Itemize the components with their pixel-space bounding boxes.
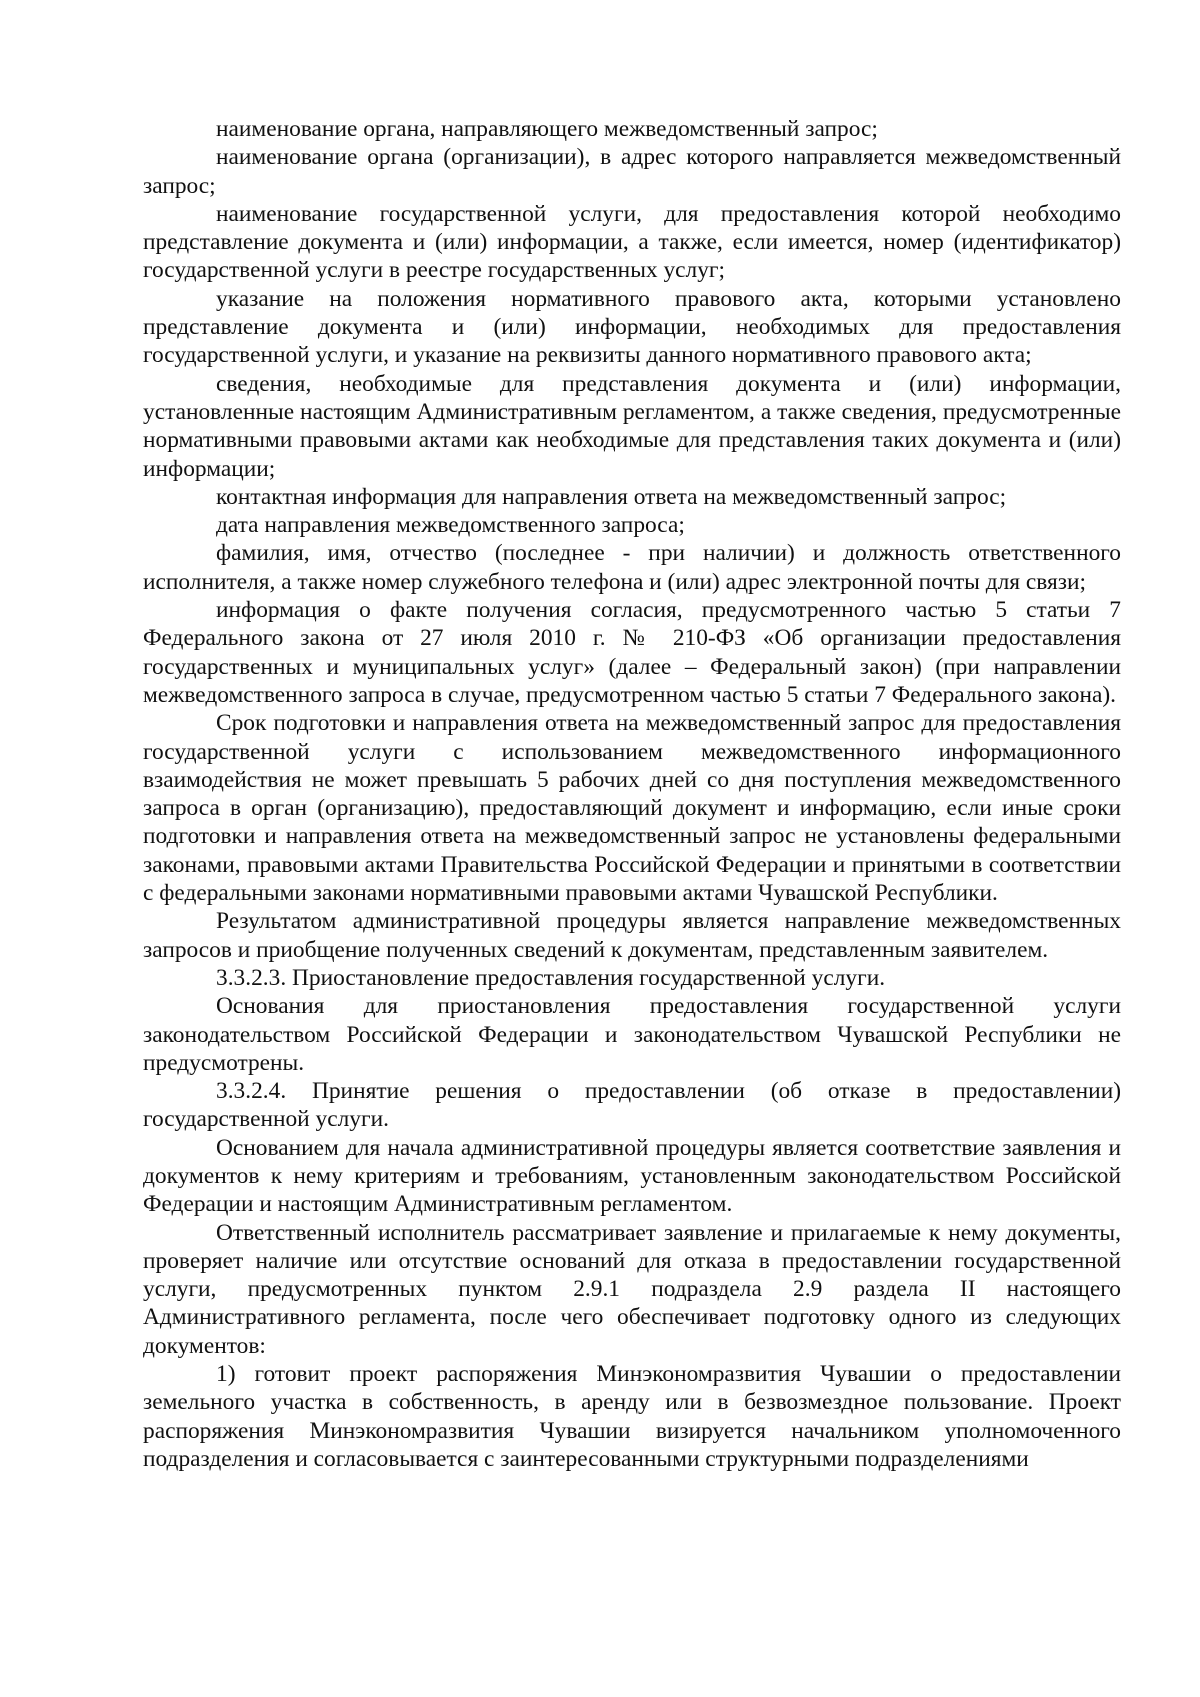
paragraph-request-date: дата направления межведомственного запроса;	[216, 512, 685, 539]
paragraph-executor: фамилия, имя, отчество (последнее - при наличии) и должность ответственного исполнителя, а также номер служебного телефона и (или) адрес электронной почты для связи;	[143, 540, 1121, 595]
paragraph-response-term: Срок подготовки и направления ответа на межведомственный запрос для предоставления государственной услуги с использованием межведомственного информационного взаимодействия не может превышать 5 рабочих дней со дня поступления межведомственного запроса в орган (организацию), предоставляющий документ и информацию, если иные сроки подготовки и направления ответа на межведомственный запрос не установлены федеральными законами, правовыми актами Правительства Российской Федерации и принятыми в соответствии с федеральными законами нормативными правовыми актами Чувашской Республики.	[143, 710, 1121, 907]
paragraph-executor-review: Ответственный исполнитель рассматривает заявление и прилагаемые к нему документы, проверяет наличие или отсутствие оснований для отказа в предоставлении государственной услуги, предусмотренных пунктом 2.9.1 подраздела 2.9 раздела II настоящего Административного регламента, после чего обеспечивает подготовку одного из следующих документов:	[143, 1219, 1121, 1359]
paragraph-requesting-body: наименование органа, направляющего межведомственный запрос;	[216, 116, 878, 142]
paragraph-legal-act: указание на положения нормативного правового акта, которыми установлено представление документа и (или) информации, необходимых для предоставления государственной услуги, и указание на реквизиты данного нормативного правового акта;	[143, 285, 1121, 369]
paragraph-suspension-grounds: Основания для приостановления предоставления государственной услуги законодательством Российской Федерации и законодательством Чувашской Республики не предусмотрены.	[143, 993, 1121, 1076]
paragraph-procedure-basis: Основанием для начала административной процедуры является соответствие заявления и документов к нему критериям и требованиям, установленным законодательством Российской Федерации и настоящим Административным регламентом.	[143, 1134, 1121, 1218]
paragraph-contact-info: контактная информация для направления ответа на межведомственный запрос;	[216, 483, 1007, 510]
paragraph-consent: информация о факте получения согласия, предусмотренного частью 5 статьи 7 Федерального закона от 27 июля 2010 г. № 210-ФЗ «Об организации предоставления государственных и муниципальных услуг» (далее – Федеральный закон) (при направлении межведомственного запроса в случае, предусмотренном частью 5 статьи 7 Федерального закона).	[143, 597, 1121, 708]
paragraph-service-name: наименование государственной услуги, для предоставления которой необходимо представление документа и (или) информации, а также, если имеется, номер (идентификатор) государственной услуги в реестре государственных услуг;	[143, 200, 1121, 284]
paragraph-section-3-3-2-4: 3.3.2.4. Принятие решения о предоставлении (об отказе в предоставлении) государственной услуги.	[143, 1078, 1121, 1133]
paragraph-procedure-result: Результатом административной процедуры является направление межведомственных запросов и приобщение полученных сведений к документам, представленным заявителем.	[143, 908, 1121, 963]
paragraph-section-3-3-2-3: 3.3.2.3. Приостановление предоставления государственной услуги.	[216, 964, 886, 991]
paragraph-addressee-body: наименование органа (организации), в адрес которого направляется межведомственный запрос;	[143, 144, 1121, 199]
paragraph-item-1: 1) готовит проект распоряжения Минэкономразвития Чувашии о предоставлении земельного участка в собственность, в аренду или в безвозмездное пользование. Проект распоряжения Минэкономразвития Чувашии визируется начальником уполномоченного подразделения и согласовывается с заинтересованными структурными подразделениями	[143, 1361, 1121, 1472]
document-body	[143, 115, 1121, 1473]
paragraph-required-info: сведения, необходимые для представления документа и (или) информации, установленные настоящим Административным регламентом, а также сведения, предусмотренные нормативными правовыми актами как необходимые для представления таких документа и (или) информации;	[143, 370, 1121, 482]
